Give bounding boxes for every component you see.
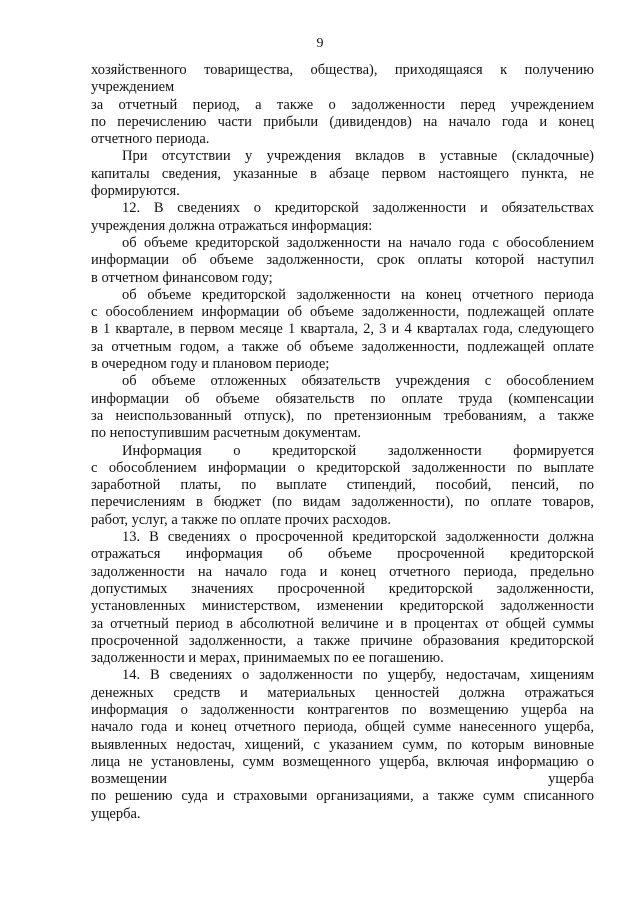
text-line: задолженности на начало года и конец отчетного периода, предельно xyxy=(91,563,594,580)
text-line: 12. В сведениях о кредиторской задолженности и обязательствах xyxy=(122,200,594,217)
text-line: информации об объеме задолженности, срок оплаты которой наступил xyxy=(91,252,594,269)
text-line: за отчетным годом, а также об объеме задолженности, подлежащей оплате xyxy=(91,338,594,355)
text-line: об объеме отложенных обязательств учреждения с обособлением xyxy=(122,373,594,390)
text-line: Информация о кредиторской задолженности формируется xyxy=(122,442,594,459)
text-line: по непоступившим расчетным документам. xyxy=(91,425,361,442)
text-line: выявленных недостач, хищений, с указанием сумм, по которым виновные xyxy=(91,736,594,753)
text-line: в очередном году и плановом периоде; xyxy=(91,356,330,373)
text-line: начало года и конец отчетного периода, общей сумме нанесенного ущерба, xyxy=(91,719,594,736)
text-line: заработной платы, по выплате стипендий, пособий, пенсий, по xyxy=(91,477,594,494)
text-line: отражаться информация об объеме просроченной кредиторской xyxy=(91,546,594,563)
text-line: в отчетном финансовом году; xyxy=(91,269,273,286)
text-line: лица не установлены, сумм возмещенного ущерба, включая информацию о xyxy=(91,753,594,770)
text-line: 14. В сведениях о задолженности по ущербу, недостачам, хищениям xyxy=(122,667,594,684)
text-line: учреждением xyxy=(91,79,175,96)
page-number: 9 xyxy=(316,36,324,51)
text-line: с обособлением информации об объеме задолженности, подлежащей оплате xyxy=(91,304,594,321)
text-line: по решению суда и страховыми организациями, а также сумм списанного xyxy=(91,788,594,805)
text-line: просроченной задолженности, а также причине образования кредиторской xyxy=(91,632,594,649)
text-line: учреждения должна отражаться информация: xyxy=(91,217,373,234)
text-line: за отчетный период, а также о задолженности перед учреждением xyxy=(91,96,594,113)
text-line: за отчетный период в абсолютной величине и в процентах от общей суммы xyxy=(91,615,594,632)
text-line: по перечислению части прибыли (дивидендов) на начало года и конец xyxy=(91,113,594,130)
text-line: задолженности и мерах, принимаемых по ее погашению. xyxy=(91,650,444,667)
text-line: перечислениям в бюджет (по видам задолженности), по оплате товаров, xyxy=(91,494,594,511)
document-body xyxy=(91,62,594,823)
text-line: 13. В сведениях о просроченной кредиторской задолженности должна xyxy=(122,529,594,546)
text-line: При отсутствии у учреждения вкладов в уставные (складочные) xyxy=(122,148,594,165)
text-line: за неиспользованный отпуск), по претензионным требованиям, а также xyxy=(91,407,594,424)
text-line: капиталы сведения, указанные в абзаце первом настоящего пункта, не xyxy=(91,165,594,182)
text-line: отчетного периода. xyxy=(91,131,210,148)
text-line: хозяйственного товарищества, общества), приходящаяся к получению xyxy=(91,62,594,78)
text-line: формируются. xyxy=(91,183,180,200)
text-line: в 1 квартале, в первом месяце 1 квартала, 2, 3 и 4 кварталах года, следующего xyxy=(91,321,594,338)
text-line: ущерба. xyxy=(91,805,141,822)
text-line: информация о задолженности контрагентов по возмещению ущерба на xyxy=(91,701,594,718)
text-line: работ, услуг, а также по оплате прочих расходов. xyxy=(91,511,392,528)
text-line: допустимых значениях просроченной кредиторской задолженности, xyxy=(91,580,594,597)
text-line: денежных средств и материальных ценностей должна отражаться xyxy=(91,684,594,701)
text-line: информации об объеме обязательств по оплате труда (компенсации xyxy=(91,390,594,407)
text-line: об объеме кредиторской задолженности на конец отчетного периода xyxy=(122,286,594,303)
text-line: установленных министерством, изменении кредиторской задолженности xyxy=(91,598,594,615)
text-line: с обособлением информации о кредиторской задолженности по выплате xyxy=(91,459,594,476)
text-line: возмещении ущерба xyxy=(91,771,594,788)
text-line: об объеме кредиторской задолженности на начало года с обособлением xyxy=(122,234,594,251)
